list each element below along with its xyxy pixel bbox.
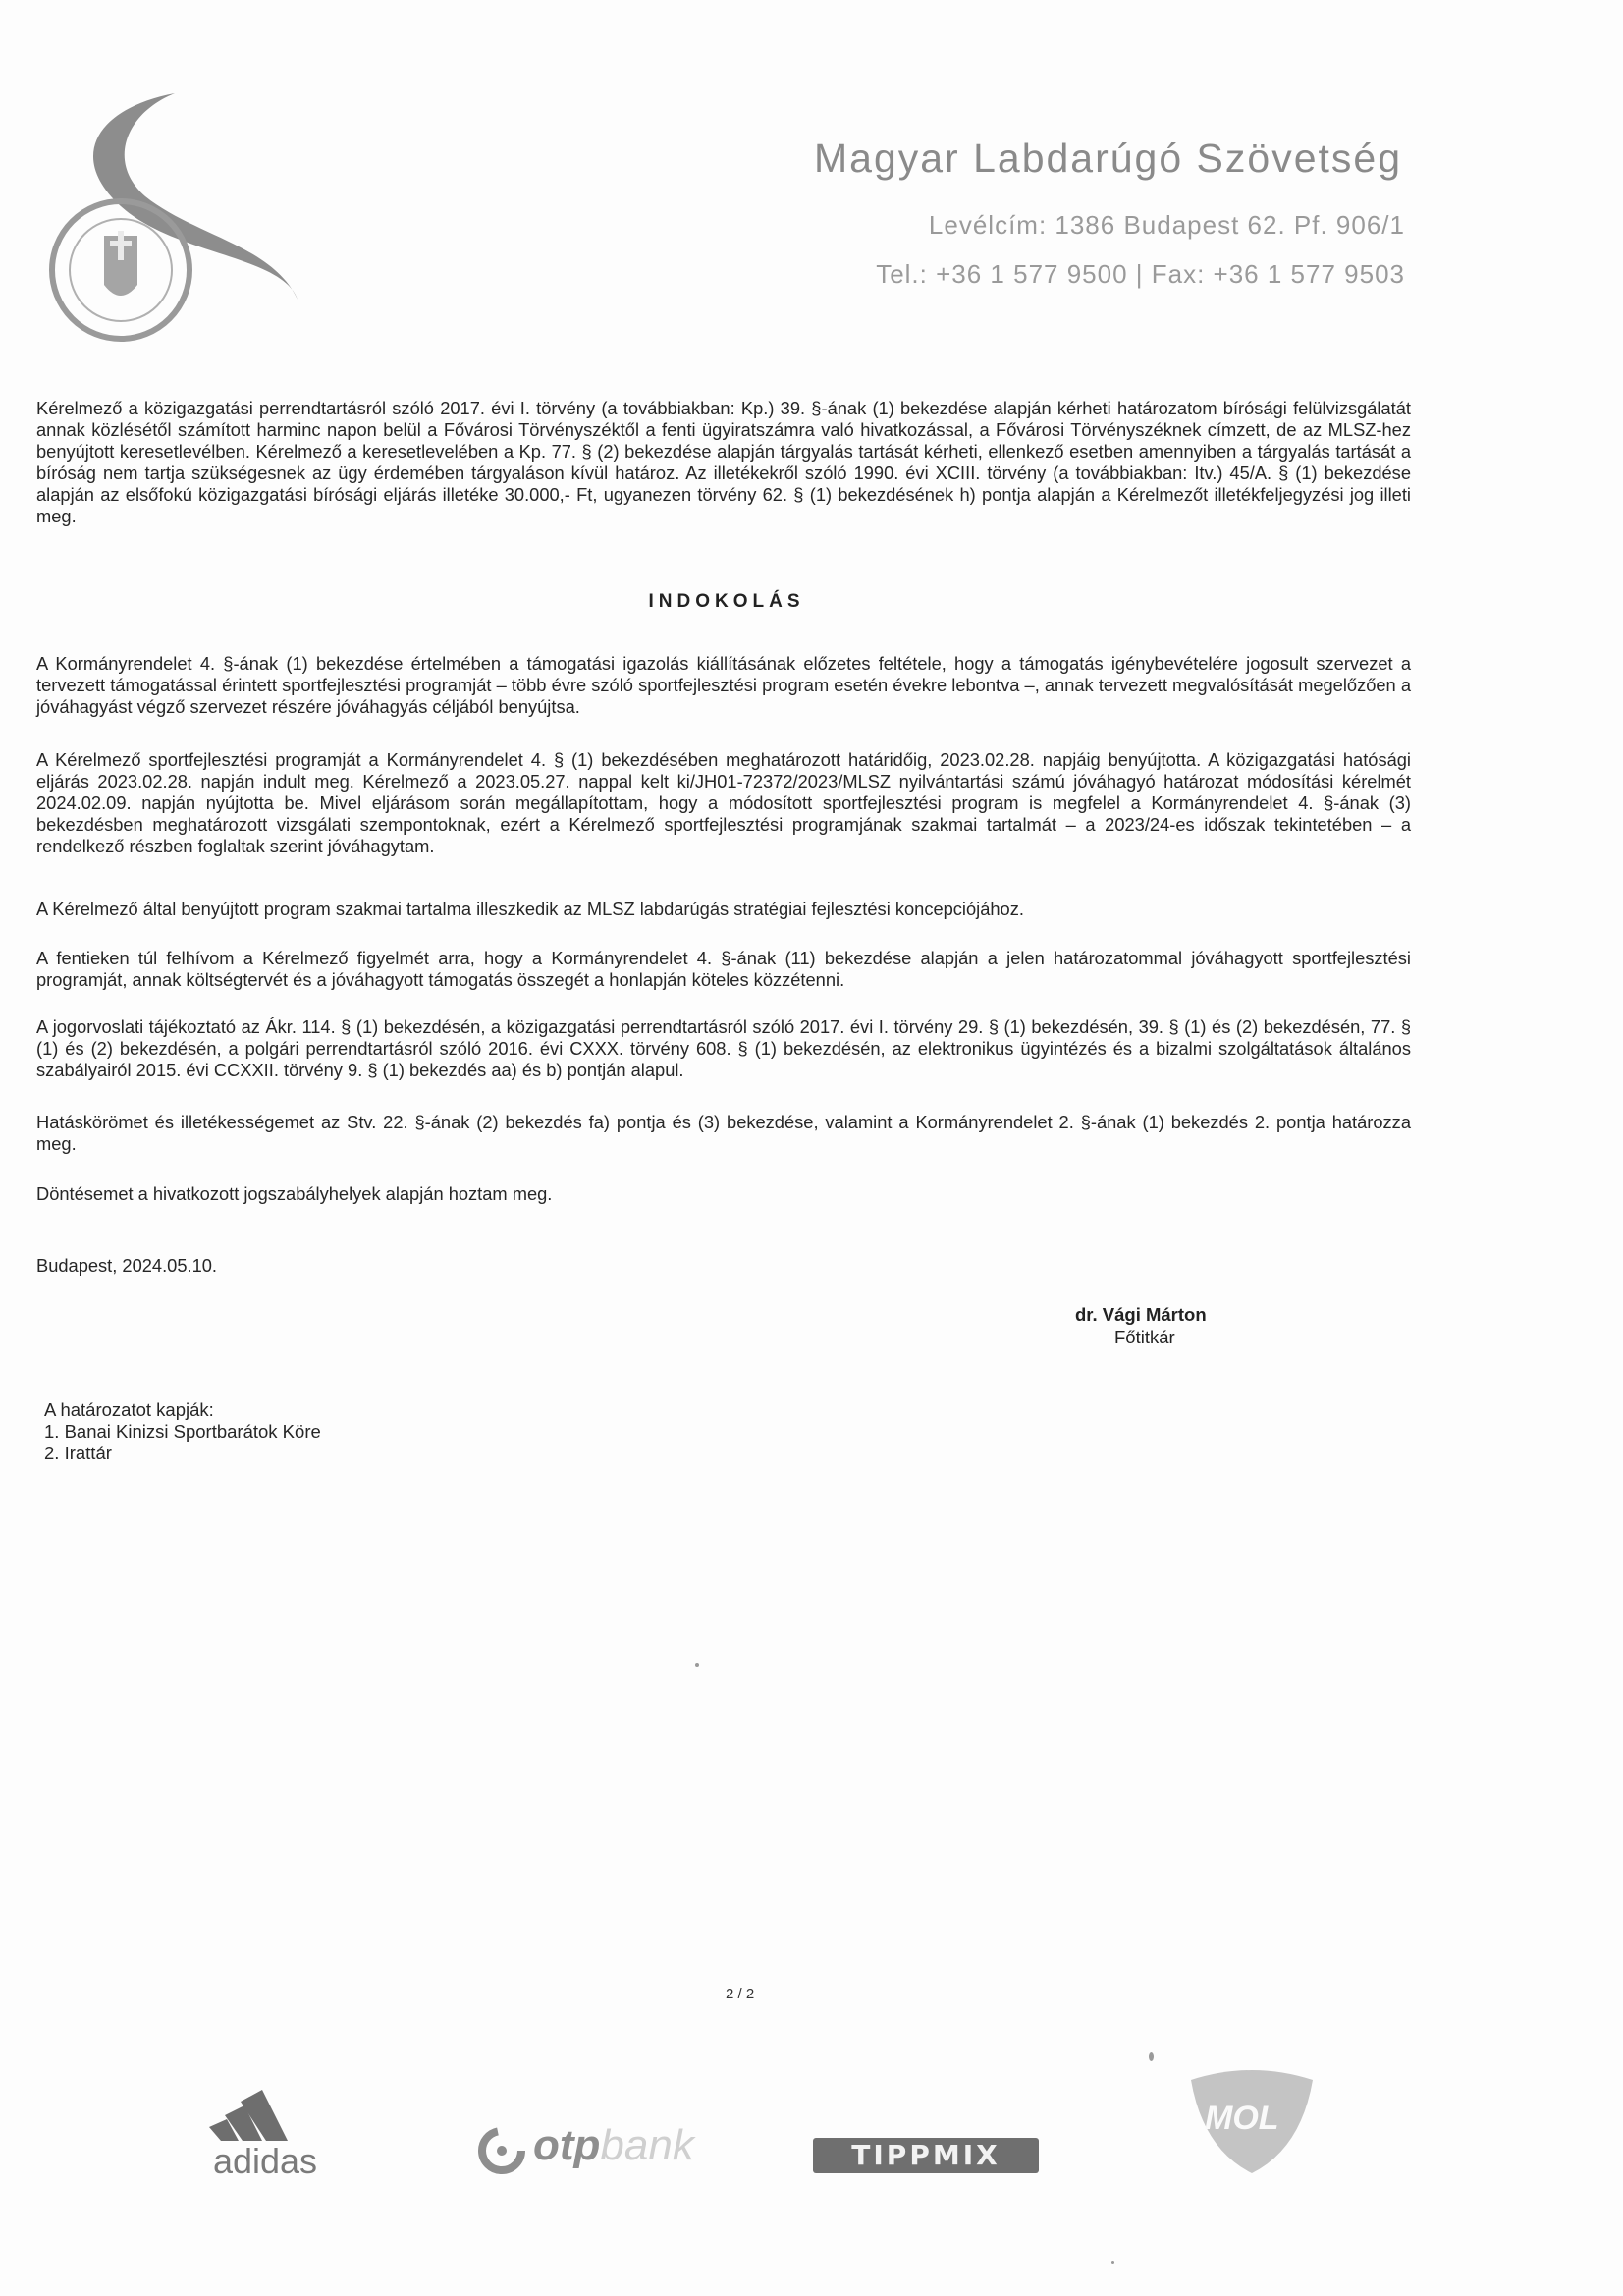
legal-remedy-paragraph: Kérelmező a közigazgatási perrendtartásról szóló 2017. évi I. törvény (a továbbiakban: Kp.) 39. §-ának (1) bekezdése alapján kérheti határozatom bírósági felülvizsgálatát annak közlésétől számított harminc napon belül a Fővárosi Törvényszéktől a fenti ügyiratszámra való hivatkozással, a Fővárosi Törvényszéknek címzett, de az MLSZ-hez benyújtott keresetlevélben. Kérelmező a keresetlevelében a Kp. 77. § (2) bekezdése alapján tárgyalás tartását kérheti, ellenkező esetben amennyiben a tárgyalás tartását a bíróság nem tartja szükségesnek az ügy érdemében tárgyaláson kívül határoz. Az illetékekről szóló 1990. évi XCIII. törvény (a továbbiakban: Itv.) 45/A. § (1) bekezdése alapján az elsőfokú közigazgatási bírósági eljárás illetéke 30.000,- Ft, ugyanezen törvény 62. § (1) bekezdésének h) pontja alapján a Kérelmezőt illetékfeljegyzési jog illeti meg. [36, 398, 1411, 526]
adidas-stripes-icon [182, 2080, 349, 2141]
scan-speck [1111, 2261, 1114, 2264]
recipient-item: 1. Banai Kinizsi Sportbarátok Köre [44, 1421, 321, 1442]
adidas-logo [182, 2080, 349, 2181]
recipients-list [44, 1421, 321, 1464]
reasoning-paragraph-6: Hatáskörömet és illetékességemet az Stv. 22. §-ának (2) bekezdés fa) pontja és (3) bekezdése, valamint a Kormányrendelet 2. §-ának (1) bekezdés 2. pontja határozza meg. [36, 1112, 1411, 1154]
postal-address: Levélcím: 1386 Budapest 62. Pf. 906/1 [928, 210, 1405, 240]
page-number: 2 / 2 [726, 1986, 755, 2002]
adidas-wordmark: adidas [212, 2141, 318, 2181]
scan-speck [1149, 2052, 1154, 2061]
reasoning-paragraph-1: A Kormányrendelet 4. §-ának (1) bekezdése értelmében a támogatási igazolás kiállításának előzetes feltétele, hogy a támogatás igénybevételére jogosult szervezet a tervezett támogatással érintett sportfejlesztési programját – több évre szóló sportfejlesztési program esetén évekre lebontva –, annak tervezett megvalósítását megelőzően a jóváhagyást végző szervezet részére jóváhagyás céljából benyújtsa. [36, 653, 1411, 717]
tippmix-logo [813, 2138, 1039, 2173]
mol-logo [1183, 2070, 1321, 2178]
organization-name: Magyar Labdarúgó Szövetség [813, 136, 1402, 181]
signer-name: dr. Vági Márton [1075, 1304, 1207, 1325]
reasoning-paragraph-2: A Kérelmező sportfejlesztési programját a Kormányrendelet 4. § (1) bekezdésében meghatározott határidőig, 2023.02.28. napjáig benyújtotta. A közigazgatási hatósági eljárás 2023.02.28. napján indult meg. Kérelmező a 2023.05.27. nappal kelt ki/JH01-72372/2023/MLSZ nyilvántartási számú jóváhagyó határozat módosítási kérelmét 2024.02.09. napján nyújtotta be. Mivel eljárásom során megállapítottam, hogy a módosított sportfejlesztési program is megfelel a Kormányrendelet 4. §-ának (3) bekezdésben meghatározott vizsgálati szempontoknak, ezért a Kérelmező sportfejlesztési programjának szakmai tartalmát – a 2023/24-es időszak tekintetében – a rendelkező részben foglaltak szerint jóváhagytam. [36, 749, 1411, 856]
recipients-block [44, 1399, 321, 1464]
recipient-item: 2. Irattár [44, 1443, 112, 1463]
scan-speck [695, 1663, 699, 1667]
reasoning-paragraph-5: A jogorvoslati tájékoztató az Ákr. 114. § (1) bekezdésén, a közigazgatási perrendtartásról szóló 2017. évi I. törvény 29. § (1) bekezdésén, 39. § (1) és (2) bekezdésén, 77. § (1) és (2) bekezdésén, a polgári perrendtartásról szóló 2016. évi CXXX. törvény 608. § (1) bekezdésén, az elektronikus ügyintézés és a bizalmi szolgáltatások általános szabályairól 2015. évi CCXXII. törvény 9. § (1) bekezdés aa) és b) pontján alapul. [36, 1016, 1411, 1080]
section-heading: INDOKOLÁS [648, 591, 805, 612]
reasoning-paragraph-3: A Kérelmező által benyújtott program szakmai tartalma illeszkedik az MLSZ labdarúgás stratégiai fejlesztési koncepciójához. [36, 899, 1024, 919]
otp-swirl-icon [476, 2125, 527, 2176]
signer-title: Főtitkár [1114, 1327, 1175, 1347]
reasoning-paragraph-7: Döntésemet a hivatkozott jogszabályhelyek alapján hoztam meg. [36, 1183, 553, 1204]
mlsz-seal-logo [27, 88, 322, 354]
recipients-label: A határozatot kapják: [44, 1399, 214, 1420]
reasoning-paragraph-4: A fentieken túl felhívom a Kérelmező figyelmét arra, hogy a Kormányrendelet 4. §-ának (11) bekezdése alapján a jelen határozatommal jóváhagyott sportfejlesztési programját, annak költségtervét és a jóváhagyott támogatás összegét a honlapján köteles közzétenni. [36, 948, 1411, 990]
mol-wordmark: MOL [1205, 2100, 1279, 2137]
date-line: Budapest, 2024.05.10. [36, 1255, 217, 1276]
contact-numbers: Tel.: +36 1 577 9500 | Fax: +36 1 577 9503 [876, 259, 1405, 289]
otpbank-logo [476, 2121, 731, 2180]
otpbank-wordmark: otpbank [533, 2121, 694, 2169]
tippmix-wordmark: TIPPMIX [813, 2138, 1039, 2173]
